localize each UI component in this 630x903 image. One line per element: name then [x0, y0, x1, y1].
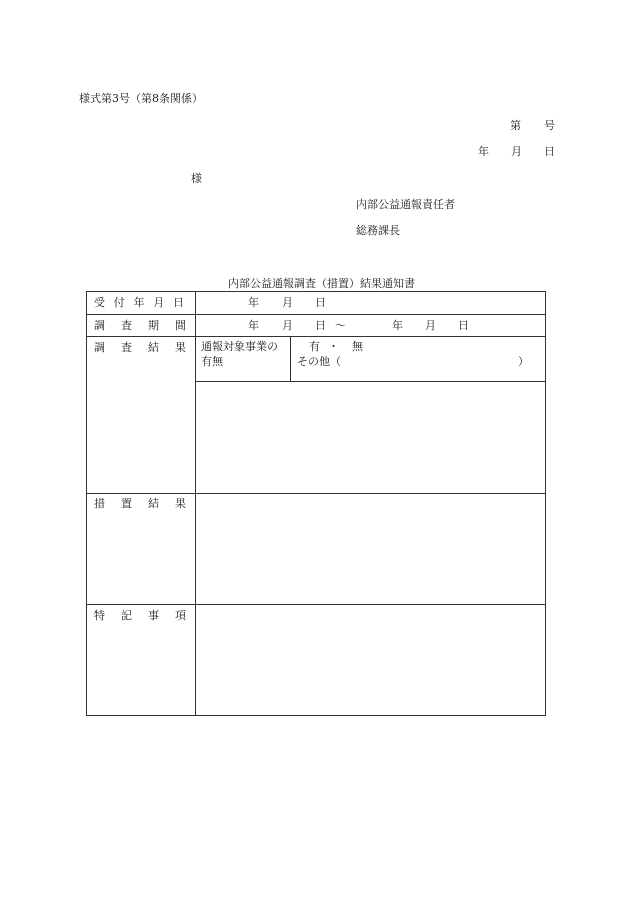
form-number: 様式第3号（第8条関係）: [79, 92, 203, 105]
sender-name: 総務課長: [356, 224, 400, 237]
row-divider: [87, 604, 545, 605]
label-char: 調: [94, 319, 105, 332]
doc-number-suffix: 号: [544, 119, 555, 132]
doc-number-prefix: 第: [510, 119, 521, 132]
label-char: 査: [121, 341, 132, 354]
addressee-suffix: 様: [191, 172, 202, 185]
subject-line2: 有無: [201, 355, 223, 368]
label-char: 間: [175, 319, 186, 332]
label-char: 置: [121, 497, 132, 510]
label-char: 期: [148, 319, 159, 332]
label-char: 記: [121, 609, 132, 622]
label-char: 受: [94, 296, 105, 309]
label-column-divider: [195, 292, 196, 715]
label-char: 果: [175, 341, 186, 354]
option-other: その他（: [297, 355, 341, 368]
investigation-period-label: [87, 319, 195, 332]
sender-title: 内部公益通報責任者: [356, 198, 455, 211]
label-char: 果: [175, 497, 186, 510]
row-divider: [195, 381, 545, 382]
received-month: 月: [282, 296, 293, 309]
option-yes: 有: [309, 340, 320, 353]
subject-divider: [290, 336, 291, 381]
option-dot: ・: [328, 340, 339, 353]
period-end-day: 日: [458, 319, 469, 332]
subject-line1: 通報対象事業の: [201, 340, 278, 353]
special-notes-label: [87, 609, 195, 622]
measures-result-label: [87, 497, 195, 510]
result-table: [86, 291, 546, 716]
option-other-close: ）: [518, 355, 529, 368]
label-char: 査: [121, 319, 132, 332]
label-char: 措: [94, 497, 105, 510]
label-char: 結: [148, 341, 159, 354]
label-char: 結: [148, 497, 159, 510]
label-char: 特: [94, 609, 105, 622]
received-year: 年: [248, 296, 259, 309]
investigation-result-label: [87, 341, 195, 354]
label-char: 月: [153, 296, 165, 309]
period-start-day: 日: [315, 319, 326, 332]
period-end-year: 年: [392, 319, 403, 332]
received-date-label: [87, 296, 195, 309]
period-tilde: ～: [335, 319, 346, 332]
received-day: 日: [315, 296, 326, 309]
period-start-month: 月: [282, 319, 293, 332]
row-divider: [87, 314, 545, 315]
label-char: 調: [94, 341, 105, 354]
label-char: 付: [113, 296, 125, 309]
date-year: 年: [478, 145, 489, 158]
period-start-year: 年: [248, 319, 259, 332]
date-month: 月: [511, 145, 522, 158]
option-no: 無: [352, 340, 363, 353]
label-char: 日: [173, 296, 184, 309]
row-divider: [87, 493, 545, 494]
label-char: 事: [148, 609, 159, 622]
row-divider: [87, 336, 545, 337]
label-char: 年: [133, 296, 145, 309]
label-char: 項: [175, 609, 186, 622]
period-end-month: 月: [425, 319, 436, 332]
table-title: 内部公益通報調査（措置）結果通知書: [228, 277, 415, 290]
date-day: 日: [544, 145, 555, 158]
